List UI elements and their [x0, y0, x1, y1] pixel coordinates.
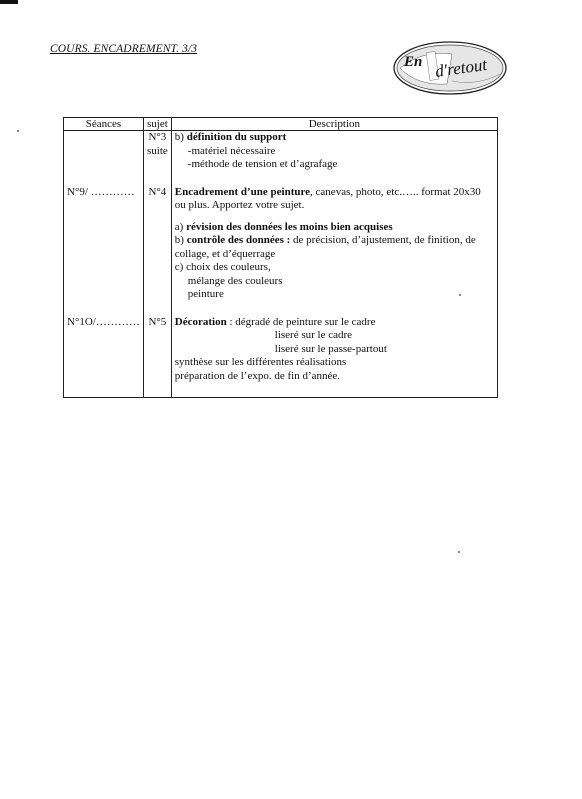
scan-speck	[458, 551, 460, 553]
header-seances: Séances	[64, 118, 144, 131]
seance-label: N°1O/…………	[67, 315, 140, 328]
sujet-number: N°4	[148, 185, 167, 198]
description-line: b) définition du support	[174, 131, 287, 143]
logo	[392, 36, 510, 98]
table-header-row	[64, 118, 498, 131]
description-heading: Encadrement d’une peinture, canevas, photo, etc.….. format 20x30 ou plus. Apportez votre sujet.	[174, 185, 481, 211]
scan-corner-mark	[0, 0, 18, 4]
description-line: b) contrôle des données : de précision, d’ajustement, de finition, de collage, et d’équerrage	[174, 234, 476, 260]
table-row	[64, 186, 498, 316]
description-line: liseré sur le cadre	[274, 329, 353, 341]
description-line: mélange des couleurs	[187, 274, 283, 287]
sujet-cell	[144, 316, 172, 398]
header-description: Description	[171, 118, 497, 131]
description-line: -méthode de tension et d’agrafage	[187, 158, 338, 170]
table-row	[64, 316, 498, 398]
scan-speck	[17, 130, 19, 132]
sujet-cell	[144, 186, 172, 316]
seance-cell	[64, 186, 144, 316]
description-line: a) révision des données les moins bien acquises	[174, 220, 393, 233]
description-cell	[171, 186, 497, 316]
sujet-number: N°5	[148, 315, 167, 328]
header-sujet: sujet	[144, 118, 172, 131]
sujet-number: N°3	[148, 131, 167, 143]
description-line: -matériel nécessaire	[187, 144, 276, 157]
description-line: liseré sur le passe-partout	[274, 342, 387, 355]
logo-text-main: d'retout	[433, 54, 489, 81]
description-cell	[171, 316, 497, 398]
seance-label: N°9/ …………	[67, 185, 135, 198]
description-line: préparation de l’expo. de fin d’année.	[174, 369, 341, 382]
description-line: synthèse sur les différentes réalisations	[174, 356, 347, 368]
description-line: c) choix des couleurs,	[174, 261, 271, 273]
description-line: Décoration : dégradé de peinture sur le cadre	[174, 315, 376, 328]
description-line: peinture	[187, 288, 224, 300]
sujet-suite: suite	[147, 144, 168, 157]
seance-cell	[64, 316, 144, 398]
table-row	[64, 131, 498, 186]
sessions-table	[63, 117, 498, 398]
description-cell	[171, 131, 497, 186]
sujet-cell	[144, 131, 172, 186]
page-title: COURS. ENCADREMENT. 3/3	[50, 43, 198, 55]
seance-cell	[64, 131, 144, 186]
logo-text-en: En	[404, 54, 423, 70]
